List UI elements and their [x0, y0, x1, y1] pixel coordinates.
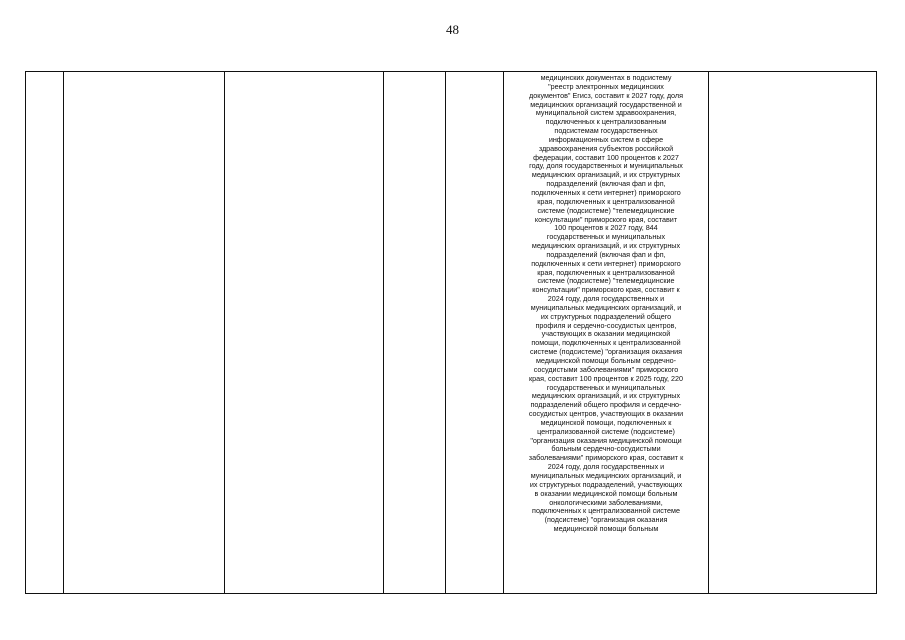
column-divider-1	[63, 72, 64, 593]
column-divider-4	[445, 72, 446, 593]
column-divider-6	[708, 72, 709, 593]
page-number: 48	[446, 22, 459, 37]
table-cell-text: медицинских документах в подсистему "реестр электронных медицинских документов" Егисз, составит к 2027 году, доля медицинских организаций государственной и муниципальной систем здравоохранения, подключенных к централизованным подсистемам государственных информационных систем в сфере здравоохранения субъектов российской федерации, составит 100 процентов к 2027 году, доля государственных и муниципальных медицинских организаций, и их структурных подразделений (включая фап и фп, подключенных к сети интернет) приморского края, подключенных к централизованной системе (подсистеме) "телемедицинские консультации" приморского края, составит 100 процентов к 2027 году, 844 государственных и муниципальных медицинских организаций, и их структурных подразделений (включая фап и фп, подключенных к сети интернет) приморского края, подключенных к централизованной системе (подсистеме) "телемедицинские консультации" приморского края, составит к 2024 году, доля государственных и муниципальных медицинских организаций, и их структурных подразделений общего профиля и сердечно-сосудистых центров, участвующих в оказании медицинской помощи, подключенных к централизованной системе (подсистеме) "организация оказания медицинской помощи больным сердечно- сосудистыми заболеваниями" приморского края, составит 100 процентов к 2025 году, 220 государственных и муниципальных медицинских организаций, и их структурных подразделений общего профиля и сердечно- сосудистых центров, участвующих в оказании медицинской помощи, подключенных к централизованной системе (подсистеме) "организация оказания медицинской помощи больным сердечно-сосудистыми заболеваниями" приморского края, составит к 2024 году, доля государственных и муниципальных медицинских организаций, и их структурных подразделений, участвующих в оказании медицинской помощи больным онкологическими заболеваниями, подключенных к централизованной системе (подсистеме) "организация оказания медицинской помощи больным	[528, 74, 684, 534]
column-divider-3	[383, 72, 384, 593]
column-divider-5	[503, 72, 504, 593]
column-divider-2	[224, 72, 225, 593]
document-table	[25, 71, 877, 594]
